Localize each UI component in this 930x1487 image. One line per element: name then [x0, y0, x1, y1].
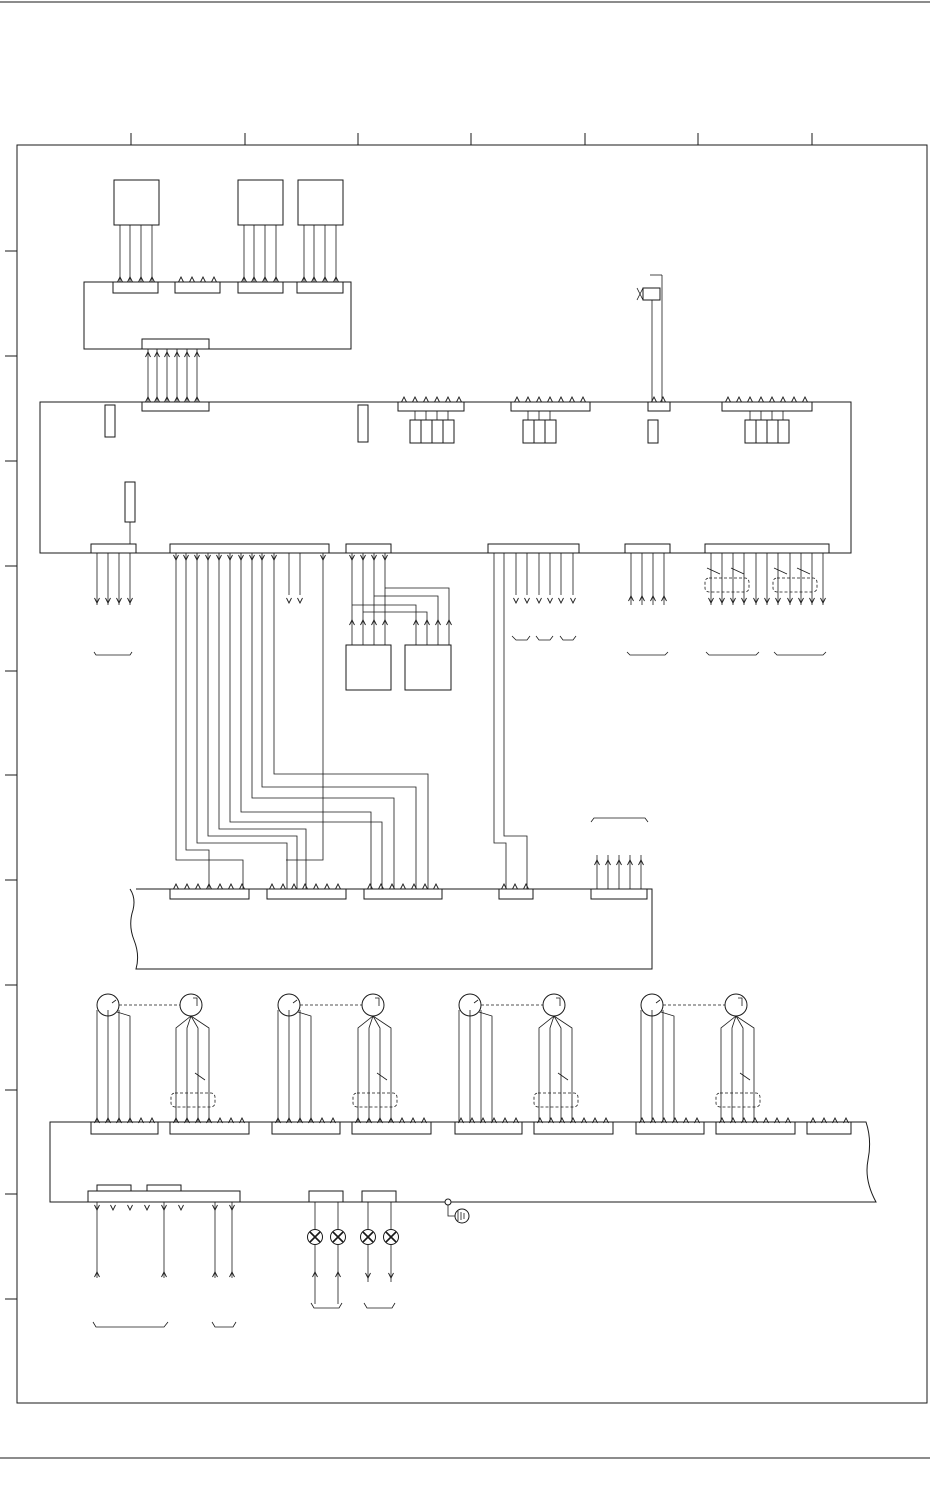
ground-terminal [445, 1199, 469, 1223]
pin-arrow [661, 397, 666, 402]
encoder-wire [373, 1016, 380, 1122]
pin-arrow [526, 397, 531, 402]
sensor-module-3 [298, 180, 343, 282]
motor-encoder-pair [641, 994, 760, 1122]
pin-arrow [423, 884, 428, 889]
pin-arrow [179, 277, 184, 282]
pin-arrow [179, 1205, 184, 1210]
long-harness [176, 553, 527, 889]
relay-board [84, 282, 351, 349]
pin-arrow [229, 884, 234, 889]
pin-arrow [240, 884, 245, 889]
pin-arrow [270, 884, 275, 889]
pin-arrow [435, 397, 440, 402]
sensor-module-1 [114, 180, 159, 282]
pin-arrow [190, 277, 195, 282]
pin-arrow [128, 1205, 133, 1210]
encoder-icon [543, 994, 565, 1016]
pin-arrow [457, 397, 462, 402]
pin-arrow [446, 397, 451, 402]
sensor-module-2 [238, 180, 283, 282]
frame-row-ticks [5, 251, 17, 1299]
pin-arrow [748, 397, 753, 402]
pin-arrow [413, 397, 418, 402]
pin-arrow [111, 1205, 116, 1210]
motor-encoder-pair [97, 994, 215, 1122]
pin-arrow [402, 397, 407, 402]
pin-arrow [524, 884, 529, 889]
pin-arrow [368, 884, 373, 889]
encoder-wire [358, 1016, 373, 1122]
pin-arrow [145, 1205, 150, 1210]
pin-arrow [513, 884, 518, 889]
motor-encoder-pair [278, 994, 397, 1122]
pin-arrow [781, 397, 786, 402]
pin-arrow [537, 397, 542, 402]
connector-outputs-left [94, 553, 132, 655]
pin-arrow [559, 397, 564, 402]
main-control-board [40, 402, 851, 553]
solenoid-switch [637, 275, 662, 402]
lamp-icon [384, 1230, 399, 1245]
switch-contact [377, 1073, 387, 1080]
encoder-wire [176, 1016, 191, 1122]
pin-arrow [325, 884, 330, 889]
pin-arrow [281, 884, 286, 889]
pin-arrow [770, 397, 775, 402]
switch-enclosure [171, 1093, 215, 1107]
encoder-wire [539, 1016, 554, 1122]
pin-arrow [201, 277, 206, 282]
switch-enclosure [716, 1093, 760, 1107]
connector-inputs-right [627, 553, 668, 655]
encoder-wire [191, 1016, 198, 1122]
switch-group-right [705, 553, 826, 655]
frame-column-ticks [131, 133, 812, 145]
encoder-wire [736, 1016, 754, 1122]
pin-arrow [759, 397, 764, 402]
switch-enclosure [353, 1093, 397, 1107]
pin-arrow [314, 884, 319, 889]
encoder-wire [373, 1016, 391, 1122]
encoder-wire [736, 1016, 743, 1122]
pin-arrow [336, 884, 341, 889]
pin-arrow [212, 277, 217, 282]
connector-outputs-center [512, 553, 576, 640]
encoder-icon [180, 994, 202, 1016]
switch-contact [740, 1073, 750, 1080]
pin-arrow [514, 598, 519, 603]
pin-arrow [303, 884, 308, 889]
lower-driver-board [50, 1122, 876, 1202]
motor-encoder-row [97, 994, 760, 1122]
drawing-frame [17, 145, 927, 1403]
switch-contact [558, 1073, 568, 1080]
pin-arrow [571, 598, 576, 603]
pin-arrow [537, 598, 542, 603]
pin-arrow [174, 884, 179, 889]
encoder-wire [732, 1016, 736, 1122]
pin-arrow [803, 397, 808, 402]
pin-arrow [559, 598, 564, 603]
pin-arrow [292, 884, 297, 889]
pin-arrow [570, 397, 575, 402]
encoder-wire [554, 1016, 561, 1122]
pin-arrow [792, 397, 797, 402]
encoder-wire [554, 1016, 572, 1122]
pin-arrow [737, 397, 742, 402]
pin-arrow [218, 884, 223, 889]
pin-arrow [548, 598, 553, 603]
pin-arrow [424, 397, 429, 402]
encoder-wire [369, 1016, 373, 1122]
lamp-row [308, 1230, 399, 1245]
encoder-wire [721, 1016, 736, 1122]
pin-arrow [515, 397, 520, 402]
pin-arrow [196, 884, 201, 889]
encoder-wire [187, 1016, 191, 1122]
pin-arrow [401, 884, 406, 889]
pin-arrow [287, 598, 292, 603]
switch-contact [195, 1073, 205, 1080]
pin-arrow [581, 397, 586, 402]
encoder-wire [191, 1016, 209, 1122]
pin-arrow [434, 884, 439, 889]
lower-board-outputs [93, 1202, 236, 1327]
pin-arrow [379, 884, 384, 889]
pin-arrow [298, 598, 303, 603]
lamp-icon [308, 1230, 323, 1245]
input-group-bottom-right [591, 818, 648, 889]
encoder-icon [362, 994, 384, 1016]
pin-arrow [548, 397, 553, 402]
lamp-icon [331, 1230, 346, 1245]
switch-enclosure [534, 1093, 578, 1107]
pin-arrow [726, 397, 731, 402]
encoder-icon [725, 994, 747, 1016]
encoder-wire [550, 1016, 554, 1122]
lamp-group [311, 1202, 395, 1308]
motor-encoder-pair [459, 994, 578, 1122]
interface-board [130, 889, 652, 969]
relay-board-harness [148, 349, 197, 402]
lamp-icon [361, 1230, 376, 1245]
pin-arrow [525, 598, 530, 603]
pin-arrow [185, 884, 190, 889]
